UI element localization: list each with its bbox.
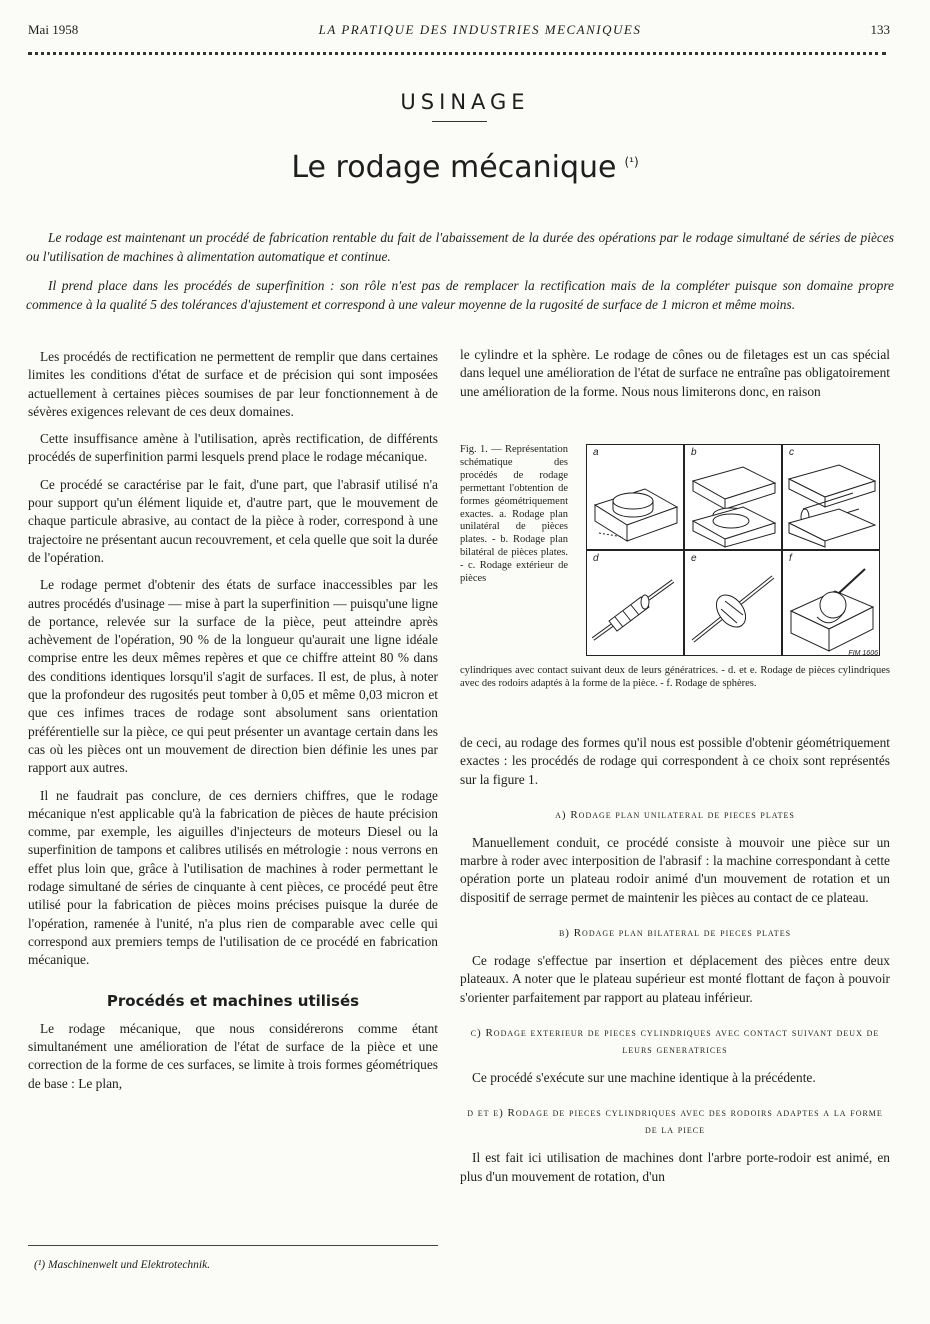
body-paragraph: Le rodage permet d'obtenir des états de surface inaccessibles par les autres procédés d'usinage — mise à part la superfinition — puisqu'une ligne de portance, relevée sur la surface de la pièce, peut atteindre après achèvement de l'opération, 90 % de la longueur qu'aurait une ligne idéale comprise entre les deux mêmes repères et que ce chiffre atteint 80 % dans des conditions identiques lorsqu'il s'agit de surfaces. Il est, de plus, à noter que la profondeur des rugosités peut tomber à 0,05 et même 0,03 micron et que ces infimes traces de rodage sont absolument sans orientation préférentielle sur la pièce, ce qui peut présenter un avantage certain dans les cas où les pièces ont un mouvement de direction bien définie les unes par rapport aux autres.	[28, 577, 438, 776]
article-intro	[26, 228, 894, 324]
article-title	[0, 150, 930, 185]
section-heading-de: d et e) Rodage de pieces cylindriques avec des rodoirs adaptes a la forme de la piece	[467, 1107, 883, 1137]
figure-caption: Fig. 1. — Représentation schématique des procédés de rodage permettant l'obtention de formes géométriquement exactes. a. Rodage plan unilatéral de pièces plates. - b. Rodage plan bilatéral de pièces plates. - c. Rodage extérieur de pièces	[460, 444, 568, 585]
panel-label: f	[789, 553, 792, 564]
journal-title: LA PRATIQUE DES INDUSTRIES MECANIQUES	[318, 22, 642, 37]
flat-lapping-unilateral-drawing	[587, 445, 683, 549]
panel-label: c	[789, 447, 794, 458]
figure-panel-a	[586, 444, 684, 550]
section-text-b: Ce rodage s'effectue par insertion et déplacement des pièces entre deux plateaux. A noter que le plateau supérieur est monté flottant de façon à pouvoir s'orienter parfaitement par rapport au plateau inférieur.	[460, 953, 890, 1005]
subheading: Procédés et machines utilisés	[106, 991, 360, 1010]
title-text: Le rodage mécanique	[291, 150, 617, 185]
section-label: USINAGE	[400, 90, 530, 114]
footnote-rule	[28, 1245, 438, 1246]
figure-1	[460, 444, 890, 734]
section-underline	[432, 121, 487, 122]
figure-grid	[586, 444, 882, 658]
figure-panel-d	[586, 550, 684, 656]
intro-paragraph: Le rodage est maintenant un procédé de fabrication rentable du fait de l'abaissement de la durée des opérations par le rodage simultané de séries de pièces ou l'utilisation de machines à alimentation automatique et continue.	[26, 230, 894, 264]
figure-panel-f	[782, 550, 880, 656]
body-paragraph: Ce procédé se caractérise par le fait, d'une part, que l'abrasif utilisé n'a pour support qu'un élément liquide et, d'autre part, que le mouvement de chaque particule abrasive, au contact de la pièce à roder, correspond à une trajectoire ne présentant aucun recouvrement, et cela quelle que soit la durée de l'opération.	[28, 476, 438, 565]
sphere-lapping-drawing	[783, 551, 879, 655]
panel-label: e	[691, 553, 697, 564]
panel-label: d	[593, 553, 599, 564]
figure-caption-continued: cylindriques avec contact suivant deux de leurs génératrices. - d. et e. Rodage de pièces cylindriques avec des rodoirs adaptés à la forme de la pièce. - f. Rodage de sphères.	[460, 665, 890, 689]
body-paragraph: Le rodage mécanique, que nous considérerons comme étant simultanément une amélioration de l'état de surface de la pièce et une correction de la forme de ces surfaces, se limite à trois formes géométriques de base : Le plan,	[28, 1020, 438, 1091]
body-paragraph: de ceci, au rodage des formes qu'il nous est possible d'obtenir géométriquement exactes : les procédés de rodage qui correspondent à ce choix sont représentés sur la figure 1.	[460, 735, 890, 787]
figure-panel-c	[782, 444, 880, 550]
body-paragraph: Les procédés de rectification ne permettent de remplir que dans certaines limites les conditions d'état de surface et de précision qui sont imposées actuellement à certaines pièces soumises de par leur fonctionnement à de sévères exigences relevant de ces deux domaines.	[28, 349, 438, 419]
section-text-a: Manuellement conduit, ce procédé consiste à mouvoir une pièce sur un marbre à roder avec interposition de l'abrasif : la machine correspondant à cette opération porte un plateau rodoir animé d'un mouvement de rotation et un dispositif de serrage permet de maintenir les pièces au contact de ce plateau.	[460, 834, 890, 905]
intro-paragraph: Il prend place dans les procédés de superfinition : son rôle n'est pas de remplacer la rectification mais de la compléter puisque son domaine propre commence à la qualité 5 des tolérances d'ajustement et correspond à une valeur moyenne de la rugosité de surface de 1 micron et même moins.	[26, 278, 894, 312]
page-number: 133	[870, 22, 890, 37]
body-paragraph: Il ne faudrait pas conclure, de ces derniers chiffres, que le rodage mécanique n'est applicable qu'à la fabrication de pièces de haute précision comme, par exemple, les aiguilles d'injecteurs de moteurs Diesel ou la superfinition de tampons et calibres utilisés en métrologie : nous verrons en effet plus loin que, grâce à l'utilisation de machines à roder permettant le rodage simultané de séries de cinquante à cent pièces, ce procédé peut être utilisé pour la fabrication de pièces moins précises puisque la durée de l'opération, ramenée à l'unité, n'a plus rien de comparable avec celle qui correspond aux premiers temps de l'utilisation de ce procédé en fabrication mécanique.	[28, 787, 438, 968]
header-dotted-rule	[28, 52, 886, 55]
figure-panel-e	[684, 550, 782, 656]
section-heading-b: b) Rodage plan bilateral de pieces plates	[558, 927, 792, 940]
flat-lapping-bilateral-drawing	[685, 445, 781, 549]
body-paragraph: Cette insuffisance amène à l'utilisation, après rectification, de différents procédés de superfinition parmi lesquels prend place le rodage mécanique.	[28, 431, 438, 465]
section-heading-a: a) Rodage plan unilateral de pieces plates	[555, 808, 795, 821]
panel-label: a	[593, 447, 599, 458]
footnote: (¹) Maschinenwelt und Elektrotechnik.	[34, 1259, 211, 1271]
figure-credit: FIM 1606	[848, 650, 878, 657]
cylinder-lapping-tool-e-drawing	[685, 551, 781, 655]
cylinder-external-lapping-drawing	[783, 445, 879, 549]
left-column	[28, 348, 438, 1102]
right-column-bottom	[460, 734, 890, 1195]
body-paragraph: le cylindre et la sphère. Le rodage de cônes ou de filetages est un cas spécial dans lequel une amélioration de l'état de surface ne entraîne pas obligatoirement une amélioration de la forme. Nous nous limiterons donc, en raison	[460, 347, 890, 399]
cylinder-lapping-tool-d-drawing	[587, 551, 683, 655]
section-text-c: Ce procédé s'exécute sur une machine identique à la précédente.	[472, 1069, 816, 1085]
section-text-de: Il est fait ici utilisation de machines dont l'arbre porte-rodoir est animé, en plus d'un mouvement de rotation, d'un	[460, 1150, 890, 1184]
figure-panel-b	[684, 444, 782, 550]
panel-label: b	[691, 447, 697, 458]
issue-date: Mai 1958	[28, 22, 79, 37]
title-footnote-mark: (¹)	[624, 155, 639, 169]
right-column-top	[460, 346, 890, 410]
section-heading-c: c) Rodage exterieur de pieces cylindriques avec contact suivant deux de leurs generatrices	[470, 1026, 880, 1056]
